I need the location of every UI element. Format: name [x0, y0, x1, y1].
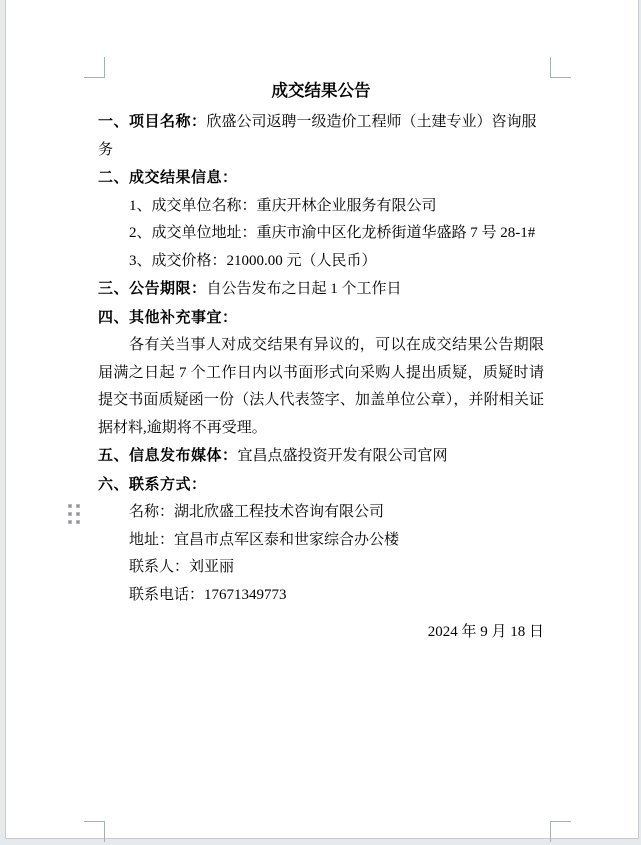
paragraph-objection-notice[interactable] — [98, 332, 544, 442]
value-project-name: 欣盛公司返聘一级造价工程师（土建专业）咨询服务 — [98, 114, 537, 158]
doc-title[interactable]: 成交结果公告 — [271, 82, 371, 100]
line-winner-address[interactable] — [98, 220, 544, 248]
value-publish-media: 宜昌点盛投资开发有限公司官网 — [237, 448, 448, 464]
document-page[interactable] — [5, 0, 639, 839]
label-contact: 六、联系方式： — [98, 475, 207, 493]
value-contact-address: 地址：宜昌市点军区泰和世家综合办公楼 — [129, 531, 400, 548]
line-other-matters-heading[interactable] — [98, 304, 544, 333]
line-date[interactable] — [98, 619, 544, 647]
line-project-name[interactable] — [98, 108, 544, 164]
document-content — [98, 74, 544, 647]
margin-mark-top-right-icon — [550, 57, 571, 78]
line-publish-media[interactable] — [98, 442, 544, 471]
line-contact-address[interactable] — [98, 527, 544, 555]
value-winner-address: 2、成交单位地址：重庆市渝中区化龙桥街道华盛路 7 号 28-1# — [129, 225, 536, 241]
line-contact-name[interactable] — [98, 499, 544, 527]
line-deal-price[interactable] — [98, 248, 544, 276]
line-contact-person[interactable] — [98, 554, 544, 582]
line-result-info-heading[interactable] — [98, 164, 544, 193]
margin-mark-bottom-left-icon — [84, 821, 105, 842]
margin-mark-bottom-right-icon — [550, 821, 571, 842]
value-objection-notice: 各有关当事人对成交结果有异议的，可以在成交结果公告期限届满之日起 7 个工作日内以书面形式向采购人提出质疑，质疑时请提交书面质疑函一份（法人代表签字、加盖单位公章），并附相关证据材料,逾期将不再受理。 — [98, 337, 544, 436]
label-other-matters: 四、其他补充事宜： — [98, 308, 238, 326]
label-result-info: 二、成交结果信息： — [98, 169, 238, 186]
value-contact-person: 联系人：刘亚丽 — [129, 559, 235, 575]
line-contact-heading[interactable] — [98, 471, 544, 500]
line-winner-name[interactable] — [98, 193, 544, 221]
value-deal-price: 3、成交价格：21000.00 元（人民币） — [129, 252, 377, 269]
label-project-name: 一、项目名称： — [98, 113, 207, 130]
value-announcement-period: 自公告发布之日起 1 个工作日 — [206, 281, 402, 297]
value-winner-name: 1、成交单位名称：重庆开林企业服务有限公司 — [129, 197, 437, 214]
line-announcement-period[interactable] — [98, 275, 544, 304]
line-contact-phone[interactable] — [98, 582, 544, 610]
label-publish-media: 五、信息发布媒体： — [98, 447, 238, 464]
label-announcement-period: 三、公告期限： — [98, 280, 207, 297]
value-contact-phone: 联系电话：17671349773 — [129, 586, 287, 603]
value-date: 2024 年 9 月 18 日 — [427, 624, 544, 640]
value-contact-name: 名称：湖北欣盛工程技术咨询有限公司 — [129, 504, 385, 520]
paragraph-drag-handle-icon[interactable] — [68, 504, 82, 526]
